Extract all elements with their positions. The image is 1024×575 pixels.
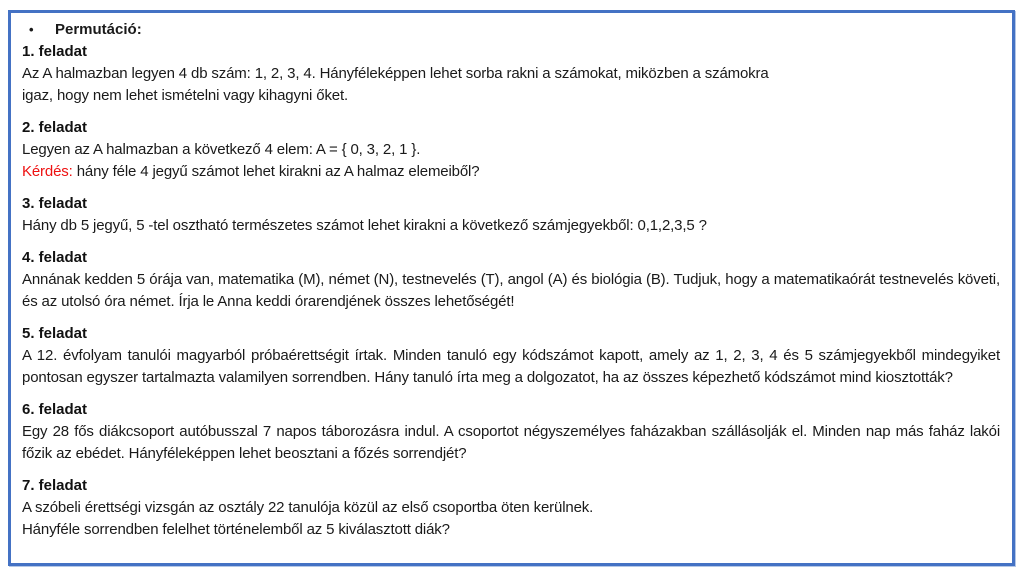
task-3-line-1: Hány db 5 jegyű, 5 -tel osztható természetes számot lehet kirakni a következő számjegyekből: 0,1,2,3,5 ? [22, 217, 707, 234]
task-7-heading: 7. feladat [22, 477, 88, 494]
question-label: Kérdés: [22, 163, 73, 180]
bullet-icon: • [29, 22, 34, 37]
task-7-line-1: A szóbeli érettségi vizsgán az osztály 22 tanulója közül az első csoportba öten kerülnek. [22, 499, 594, 516]
task-1-line-1: Az A halmazban legyen 4 db szám: 1, 2, 3, 4. Hányféleképpen lehet sorba rakni a számokat, miközben a számokra [22, 65, 769, 82]
task-2-line-1: Legyen az A halmazban a következő 4 elem: A = { 0, 3, 2, 1 }. [22, 141, 421, 158]
task-section-5 [22, 323, 1000, 389]
task-2-heading: 2. feladat [22, 119, 88, 136]
topic-bullet-line [22, 19, 1000, 41]
task-section-7 [22, 475, 1000, 541]
task-1-heading: 1. feladat [22, 43, 88, 60]
task-section-3 [22, 193, 1000, 237]
task-5-paragraph: A 12. évfolyam tanulói magyarból próbaérettségit írtak. Minden tanuló egy kódszámot kapott, amely az 1, 2, 3, 4 és 5 számjegyekből mindegyiket pontosan egyszer tartalmazta valamilyen sorrendben. Hány tanuló írta meg a dolgozatot, ha az összes képezhető kódszámot mind kiosztották? [22, 347, 1000, 386]
task-section-2 [22, 117, 1000, 183]
task-7-line-2: Hányféle sorrendben felelhet történelemből az 5 kiválasztott diák? [22, 521, 450, 538]
task-1-line-2: igaz, hogy nem lehet ismételni vagy kihagyni őket. [22, 87, 349, 104]
task-6-heading: 6. feladat [22, 401, 88, 418]
task-6-paragraph: Egy 28 fős diákcsoport autóbusszal 7 napos táborozásra indul. A csoportot négyszemélyes faházakban szállásolják el. Minden nap más faház lakói főzik az ebédet. Hányféleképpen lehet beosztani a főzés sorrendjét? [22, 423, 1000, 462]
task-5-heading: 5. feladat [22, 325, 88, 342]
topic-title: Permutáció: [55, 21, 142, 38]
question-text: hány féle 4 jegyű számot lehet kirakni az A halmaz elemeiből? [76, 163, 480, 180]
task-2-question-line [22, 161, 1000, 183]
task-section-4 [22, 247, 1000, 313]
task-section-1 [22, 41, 1000, 107]
task-4-heading: 4. feladat [22, 249, 88, 266]
task-section-6 [22, 399, 1000, 465]
task-4-paragraph: Annának kedden 5 órája van, matematika (M), német (N), testnevelés (T), angol (A) és biológia (B). Tudjuk, hogy a matematikaórát testnevelés követi, és az utolsó óra német. Írja le Anna keddi órarendjének összes lehetőségét! [22, 271, 1000, 310]
task-3-heading: 3. feladat [22, 195, 88, 212]
content-frame [8, 10, 1015, 566]
